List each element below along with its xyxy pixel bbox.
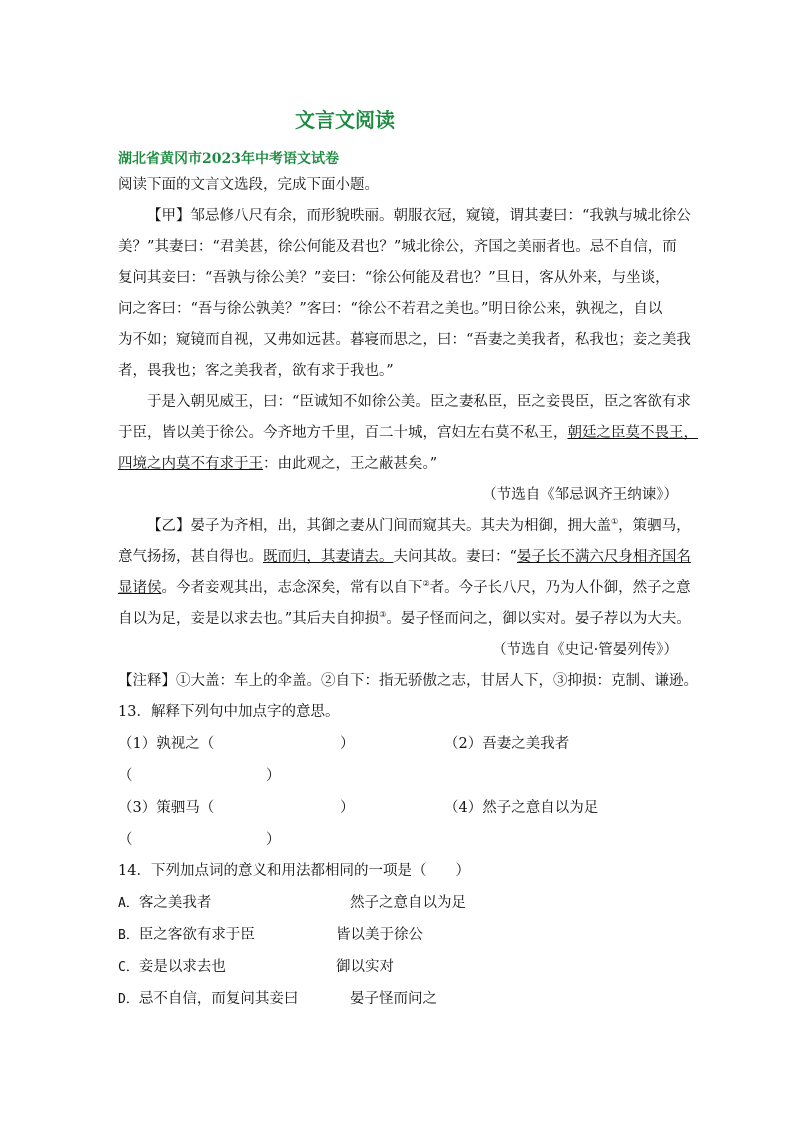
question-13-item-2: （2）吾妻之美我者	[444, 736, 570, 752]
question-14-option-c	[118, 951, 680, 983]
question-13-row	[118, 760, 680, 792]
question-13-row	[118, 792, 680, 824]
passage-jia-line: 【甲】邹忌修八尺有余，而形貌昳丽。朝服衣冠，窥镜，谓其妻曰：“我孰与城北徐公	[147, 208, 691, 224]
annotation-notes: 【注释】①大盖：车上的伞盖。②自下：指无骄傲之志，甘居人下，③抑损：克制、谦逊。	[118, 673, 698, 689]
text-segment: 意气扬扬，甚自得也。	[118, 549, 263, 565]
passage-block	[118, 170, 698, 1015]
question-14-option-d	[118, 983, 680, 1015]
passage-jia-line: 者，畏我也；客之美我者，欲有求于我也。”	[118, 363, 394, 379]
answer-blank-open: （	[118, 832, 133, 848]
option-right-text: 然子之意自以为足	[350, 895, 466, 911]
instruction-text: 阅读下面的文言文选段，完成下面小题。	[118, 177, 379, 193]
text-segment: ：由此观之，王之蔽甚矣。”	[263, 456, 438, 472]
text-segment: 。今者妾观其出，志念深矣，常有以自下	[161, 580, 423, 596]
passage-jia-line: 美？”其妻曰：“君美甚，徐公何能及君也？”城北徐公，齐国之美丽者也。忌不自信，而	[118, 239, 677, 255]
passage-yi-source: （节选自《史记·管晏列传》）	[492, 642, 678, 658]
question-13-item-4: （4）然子之意自以为足	[444, 800, 599, 816]
passage-jia-source: （节选自《邹忌讽齐王纳谏》）	[482, 487, 678, 503]
underlined-sentence: 朝廷之臣莫不畏王，	[567, 425, 698, 441]
question-13-row	[118, 824, 680, 856]
text-segment: 【乙】晏子为齐相，出，其御之妻从门间而窥其夫。其夫为相御，拥大盖	[147, 518, 611, 534]
underlined-sentence: 四境之内莫不有求于王	[118, 456, 263, 472]
underlined-sentence: 显诸侯	[118, 580, 162, 596]
option-left-text: 妾是以求去也	[138, 959, 226, 975]
answer-blank-close: ）	[340, 736, 355, 752]
option-right-text: 皆以美于徐公	[336, 927, 423, 943]
question-14-option-a	[118, 887, 680, 919]
option-label: A．	[118, 896, 139, 911]
option-label: D．	[118, 992, 139, 1007]
text-segment: 自以为足，妾是以求去也。”其后夫自抑损	[118, 611, 380, 627]
underlined-sentence: 晏子长不满六尺身相齐国名	[516, 549, 691, 565]
text-segment: 者。今子长八尺，乃为人仆御，然子之意	[429, 580, 691, 596]
question-14-option-b	[118, 919, 680, 951]
passage-jia-line: 为不如；窥镜而自视，又弗如远甚。暮寝而思之，曰：“吾妻之美我者，私我也；妾之美我	[118, 332, 691, 348]
passage-yi-line	[118, 604, 691, 635]
option-left-text: 臣之客欲有求于臣	[138, 927, 255, 943]
passage-jia-line	[118, 418, 698, 449]
question-13-stem: 13．解释下列句中加点字的意思。	[118, 704, 340, 720]
option-right-text: 晏子怪而问之	[350, 991, 437, 1007]
answer-blank-close: ）	[340, 800, 355, 816]
option-label: B．	[118, 928, 139, 943]
question-13-row	[118, 728, 680, 760]
text-segment: 夫问其故。妻曰：“	[393, 549, 517, 565]
page-title: 文言文阅读	[295, 108, 395, 132]
footnote-marker: ②	[422, 579, 430, 589]
passage-jia-line	[118, 449, 680, 480]
option-right-text: 御以实对	[336, 959, 394, 975]
answer-blank-close: ）	[266, 768, 281, 784]
question-14-stem: 14．下列加点词的意义和用法都相同的一项是（ ）	[118, 863, 470, 879]
footnote-marker: ③	[379, 610, 387, 620]
passage-jia-line: 问之客曰：“吾与徐公孰美？”客曰：“徐公不若君之美也。”明日徐公来，孰视之，自以	[118, 301, 663, 317]
option-left-text: 客之美我者	[138, 895, 212, 911]
passage-yi-line	[118, 573, 691, 604]
exam-source-heading: 湖北省黄冈市2023年中考语文试卷	[118, 151, 339, 167]
option-label: C．	[118, 960, 139, 975]
answer-blank-open: （	[118, 768, 133, 784]
text-segment: ，策驷马，	[618, 518, 691, 534]
text-segment: 。晏子怪而问之，御以实对。晏子荐以为大夫。	[386, 611, 691, 627]
passage-jia-line: 于是入朝见威王，曰：“臣诚知不如徐公美。臣之妻私臣，臣之妾畏臣，臣之客欲有求	[147, 394, 691, 410]
text-segment: 于臣，皆以美于徐公。今齐地方千里，百二十城，宫妇左右莫不私王，	[118, 425, 568, 441]
passage-jia-line: 复问其妾曰：“吾孰与徐公美？”妾曰：“徐公何能及君也？”旦日，客从外来，与坐谈，	[118, 270, 670, 286]
question-13-item-1: （1）孰视之（	[118, 736, 215, 752]
option-left-text: 忌不自信，而复问其妾曰	[138, 991, 299, 1007]
passage-yi-line	[118, 542, 691, 573]
underlined-sentence: 既而归，其妻请去。	[263, 549, 394, 565]
question-13-item-3: （3）策驷马（	[118, 800, 215, 816]
answer-blank-close: ）	[266, 832, 281, 848]
passage-yi-line	[118, 511, 691, 542]
footnote-marker: ①	[611, 517, 619, 527]
